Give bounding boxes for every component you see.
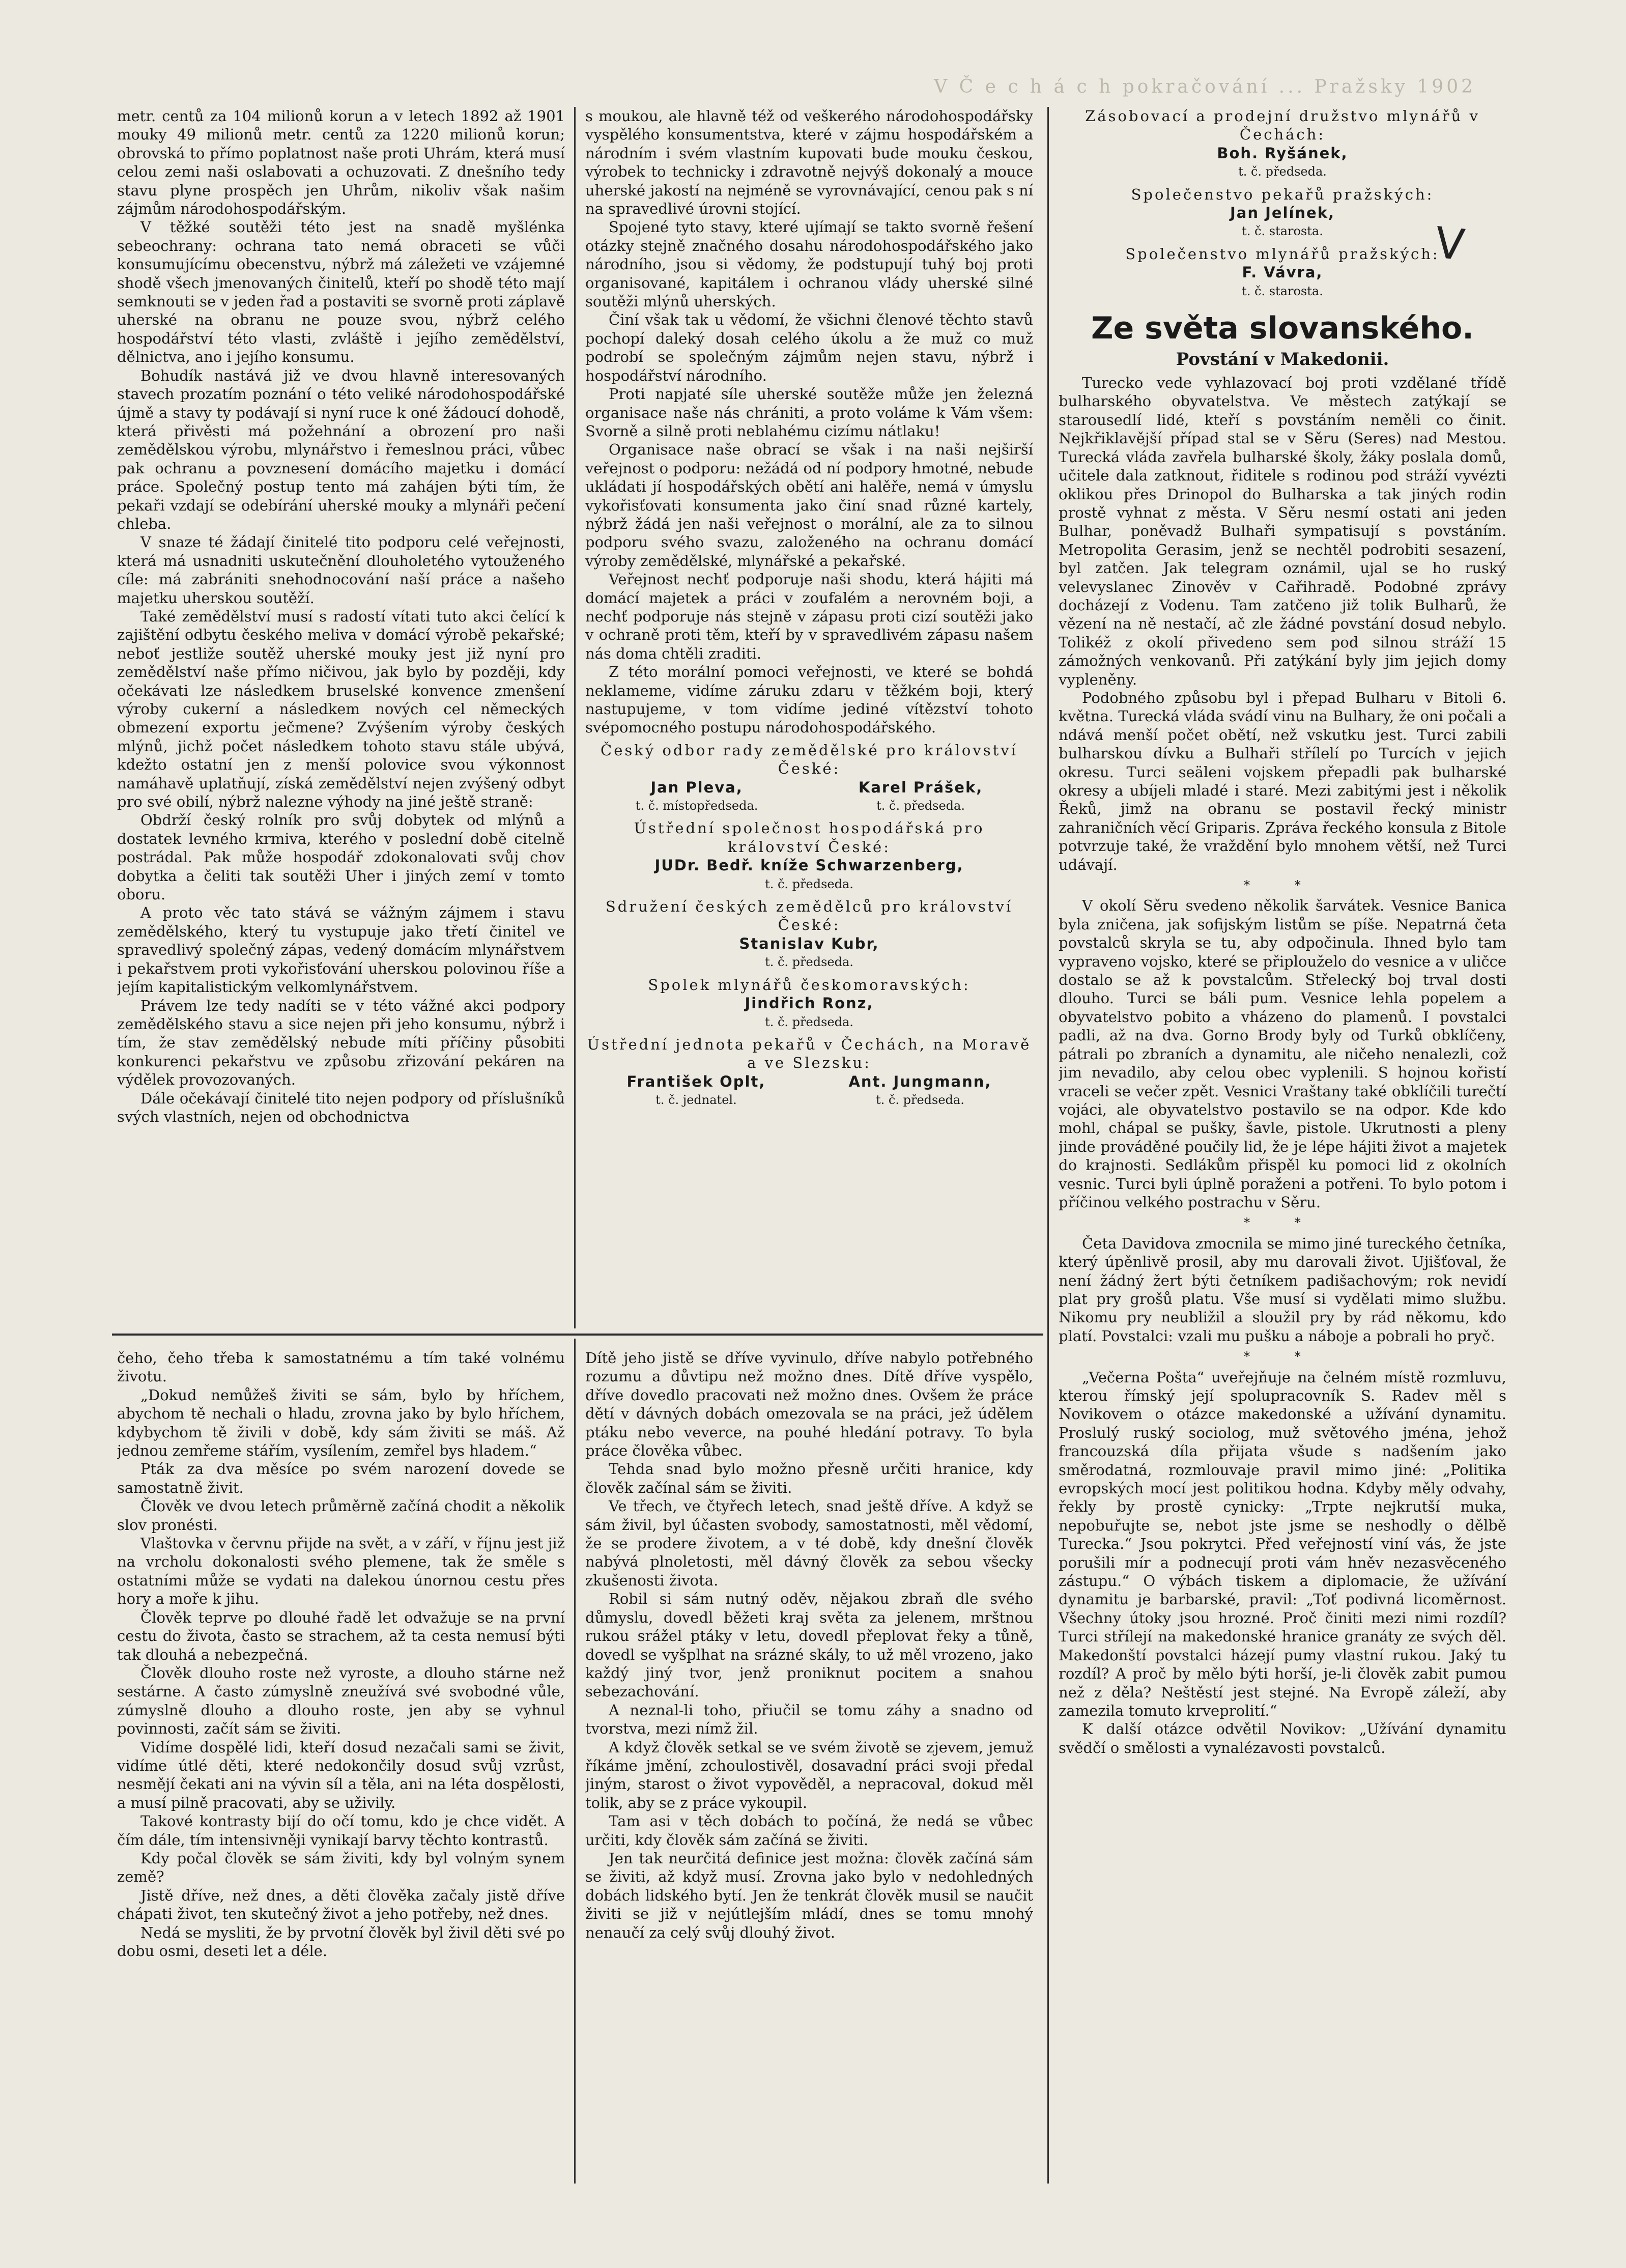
signature-name: F. Vávra, — [1242, 264, 1323, 281]
signature-block-3 — [585, 897, 1033, 972]
column-rule-2 — [1047, 107, 1049, 2184]
signature-name: Stanislav Kubr, — [739, 934, 879, 952]
signature-role: t. č. předseda. — [876, 1093, 964, 1108]
feuilleton-paragraph: Dítě jeho jistě se dříve vyvinulo, dříve nabylo potřebného rozumu a důvtipu než možno dnes. Dítě dříve vyspělo, dříve dovedlo pracovati než možno dnes. Ovšem že práce dětí v dávných dobách omezovala se na práci, jež údělem ptáku nebo veverce, na pouhé hledání potravy. To byla práce člověka vůbec. — [585, 1349, 1033, 1460]
feuilleton-paragraph: Kdy počal člověk se sám živiti, kdy byl volným synem země? — [117, 1849, 565, 1886]
signature-block-6 — [1059, 107, 1506, 181]
col2-paragraph-6: Veřejnost nechť podporuje naši shodu, která hájiti má domácí majetek a práci v zoufalém a nerovném boji, a nechť podporuje nás stejně v zápasu proti cizí soutěži jako v ochraně proti těm, kteří by v spravedlivém zápasu našem nás doma chtěli zraditi. — [585, 571, 1033, 662]
section-headline: Ze světa slovanského. — [1091, 310, 1474, 347]
signature-name: JUDr. Bedř. kníže Schwarzenberg, — [654, 857, 964, 874]
column-rule-bottom — [574, 1339, 576, 2184]
section-rule — [112, 1334, 1043, 1336]
col3-paragraph-6: K další otázce odvětil Novikov: „Užívání dynamitu svědčí o smělosti a vynalézavosti povstalců. — [1059, 1720, 1506, 1756]
col2-paragraph-4: Proti napjaté síle uherské soutěže může jen železná organisace naše nás chrániti, a proto voláme k Vám všem: Svorně a silně proti neblahému cizímu nátlaku! — [585, 385, 1033, 440]
col2-paragraph-2: Spojené tyto stavy, které ujímají se takto svorně řešení otázky stejně značného dosahu národohospodářského jako národního, jsou si vědomy, že podstupují tuhý boj proti organisované, kapitálem i ochranou vlády uherské silné soutěži mlýnů uherských. — [585, 218, 1033, 310]
signature-name: Jan Pleva, — [650, 778, 743, 796]
col2-paragraph-5: Organisace naše obrací se však i na naši nejširší veřejnost o podporu: nežádá od ní podpory hmotné, nebude ukládati jí hospodářských obětí ani halěře, nemá v úmyslu vykořisťovati konsumenta jako činí snad různé kartely, nýbrž žádá jen naši veřejnost o morální, ale za to silnou podporu svého svazu, založeného na ochranu domácí výroby zemědělské, mlynářské a pekařské. — [585, 441, 1033, 570]
article-column-1 — [117, 107, 565, 1318]
feuilleton-paragraph: Jen tak neurčitá definice jest možna: člověk začíná sám se živiti, až když musí. Zrovna jako bylo v nedohledných dobách lidského bytí. Jen že tenkrát člověk musil se naučit živiti se již v nejútlejším mládí, dnes se tomu mnohý nenaučí za celý svůj dlouhý život. — [585, 1849, 1033, 1941]
column-rule-1 — [574, 107, 576, 1328]
signature-name: Jan Jelínek, — [1230, 204, 1335, 222]
signature-name: František Oplt, — [626, 1072, 766, 1090]
feuilleton-paragraph: Člověk teprve po dlouhé řadě let odvažuje se na první cestu do života, často se strachem, až ta cesta nemusí býti tak dlouhá a nebezpečná. — [117, 1608, 565, 1663]
signature-org: Český odbor rady zemědělské pro království České: — [601, 741, 1018, 778]
feuilleton-column-1 — [117, 1349, 565, 2184]
feuilleton-paragraph: A neznal-li toho, přiučil se tomu záhy a snadno od tvorstva, mezi nímž žil. — [585, 1701, 1033, 1738]
feuilleton-paragraph: Jistě dříve, než dnes, a děti člověka začaly jistě dříve chápati život, ten skutečný život a jeho potřeby, než dnes. — [117, 1886, 565, 1923]
col3-paragraph-4: Četa Davidova zmocnila se mimo jiné tureckého četníka, který úpěnlivě prosil, aby mu darovali život. Ujišťoval, že není žádný žert býti četníkem padišachovým; rok nevidí plat pry grošů platu. Vše musí si vydělati mimo službu. Nikomu pry neubližil a sloužil pry by rád někomu, kdo platí. Povstalci: vzali mu pušku a náboje a pobrali ho pryč. — [1059, 1234, 1506, 1345]
feuilleton-paragraph: Nedá se mysliti, že by prvotní člověk byl živil děti své po dobu osmi, deseti let a déle. — [117, 1923, 565, 1960]
col3-paragraph-5: „Večerna Pošta“ uveřejňuje na čelném místě rozmluvu, kterou římský její spolupracovník S. Radev měl s Novikovem o otázce makedonské a užívání dynamitu. Proslulý ruský sociolog, muž světového jména, jehož francouzská díla přijata všude s nadšením jako směrodatná, rozmlouvaje pravil mimo jiné: „Politika evropských mocí jest politikou hodna. Kdyby měly odvahy, řekly by prostě cynicky: „Trpte nejkrutší muka, nepobuřujte se, nebot jste jsme se neshodly o dělbě Turecka.“ Jsou pokrytci. Před veřejností viní vás, že jste porušili mír a podnecují proti vám hněv nezasvěceného zástupu.“ O výbách tiskem a diplomacie, že užívání dynamitu je barbarské, pravil: „Toť podivná licoměrnost. Všechny útoky jsou hrozné. Proč činiti mezi nimi rozdíl? Turci střílejí na makedonské hranice granáty ze svých děl. Makedonští povstalci házejí pumy vlastní rukou. Jaký tu rozdíl? A proč by mělo býti horší, je-li člověk zabit pumou než z děla? Neštěstí jest stejné. Na Evropě záleží, aby zamezila tomuto krveprolití.“ — [1059, 1368, 1506, 1719]
feuilleton-paragraph: Člověk ve dvou letech průměrně začíná chodit a několik slov pronésti. — [117, 1497, 565, 1534]
signature-role: t. č. předseda. — [765, 955, 853, 970]
col1-paragraph-7: A proto věc tato stává se vážným zájmem i stavu zemědělského, který tu vystupuje jako třetí činitel ve spravedlivý společný zápas, vedený domácím mlynářstvem i pekařstvem proti vykořisťování uherskou polovinou říše a jejím kapitalistickým velkomlynářstvem. — [117, 904, 565, 996]
signature-block-5 — [585, 1035, 1033, 1110]
col1-paragraph-6: Obdrží český rolník pro svůj dobytek od mlýnů a dostatek levného krmiva, kterého v poslední době citelně postrádal. Pak může hospodář zdokonalovati svůj chov dobytka a čeliti tak soutěži Uher i jiných zemí v tomto oboru. — [117, 811, 565, 903]
signature-role: t. č. starosta. — [1242, 284, 1323, 298]
col2-paragraph-3: Činí však tak u vědomí, že všichni členové těchto stavů pochopí daleký dosah celého úkolu a že muž co muž podrobí se společným zájmům nejen stavu, nýbrž i hospodářství národního. — [585, 311, 1033, 384]
feuilleton-paragraph: čeho, čeho třeba k samostatnému a tím také volnému životu. — [117, 1349, 565, 1385]
col1-paragraph-8: Právem lze tedy nadíti se v této vážné akci podpory zemědělského stavu a sice nejen při jeho konsumu, nýbrž i tím, že stav zemědělský nebude míti příčiny působiti konkurenci pekařstvu ve způsobu zřizování pekáren na výdělek provozovaných. — [117, 997, 565, 1089]
signature-block-1 — [585, 741, 1033, 815]
faint-header-bleed: V Č e c h á c h pokračování ... Pražsky 1902 — [934, 76, 1476, 97]
signature-org: Spolek mlynářů českomoravských: — [648, 976, 971, 994]
article-column-2 — [585, 107, 1033, 1318]
feuilleton-paragraph: Člověk dlouho roste než vyroste, a dlouho stárne než sestárne. A často zúmyslně zneužívá své svobodné vůle, zúmyslně dlouho a dlouho roste, jen aby se vyhnul povinnosti, začít sám se živiti. — [117, 1664, 565, 1738]
article-column-3 — [1059, 107, 1506, 2184]
col1-paragraph-2: V těžké soutěži této jest na snadě myšlénka sebeochrany: ochrana tato nemá obraceti se vůči konsumujícímu obecenstvu, nýbrž má záležeti ve vzájemné shodě všech jmenovaných činitelů, kteří po shodě této mají semknouti se v jeden řad a postaviti se svorně proti záplavě uherské na obranu ne pouze svou, nýbrž celého hospodářství této vlasti, zvláště i jejího zemědělství, dělnictva, ano i jejího konsumu. — [117, 218, 565, 366]
signature-org: Ústřední jednota pekařů v Čechách, na Moravě a ve Slezsku: — [587, 1035, 1032, 1072]
feuilleton-paragraph: Tam asi v těch dobách to počíná, že nedá se vůbec určiti, kdy člověk sám začíná se živiti. — [585, 1812, 1033, 1849]
col3-paragraph-3: V okolí Sěru svedeno několik šarvátek. Vesnice Banica byla zničena, jak sofijským listům se píše. Nepatrná četa povstalců skryla se tu, aby odpočinula. Ihned bylo tam vypraveno vojsko, které se připlouželo do vesnice a v uličce dostalo se až k povstalcům. Střelecký boj trval dosti dlouho. Turci se báli pum. Vesnice lehla popelem a obyvatelstvo pobito a vházeno do plamenů. I povstalci padli, až na dva. Gorno Brody byly od Turků obklíčeny, pátrali po zbraních a dynamitu, ale ničeho nenalezli, což jim nevadilo, aby celou obec vyplenili. S hojnou kořistí vraceli se večer zpět. Vesnici Vraštany také obklíčili turečtí vojáci, ale obyvatelstvo postavilo se na odpor. Kde kdo mohl, chápal se pušky, šavle, pistole. Ukrutnosti a pleny jinde prováděné poučily lid, že je lépe hájiti život a majetek do krajnosti. Sedlákům přispěl ku pomoci lid z okolních vesnic. Turci byli úplně poraženi a potřeni. To bylo potom i příčinou velkého postrachu v Sěru. — [1059, 897, 1506, 1211]
col2-paragraph-7: Z této morální pomoci veřejnosti, ve které se bohdá neklameme, vidíme záruku zdaru v těžkém boji, který nastupujeme, v tom vidíme jediné vítězství tohoto svépomocného postupu národohospodářského. — [585, 663, 1033, 736]
feuilleton-paragraph: Takové kontrasty bijí do očí tomu, kdo je chce vidět. A čím dále, tím intensivněji vynikají barvy těchto kontrastů. — [117, 1812, 565, 1849]
col1-paragraph-3: Bohudík nastává již ve dvou hlavně interesovaných stavech prozatím poznání o této veliké národohospodářské újmě a stavy ty podávají si nyní ruce k oné žádoucí dohodě, která přivěsti má požehnání a obrození pro naši zemědělskou výrobu, mlynářstvo i řemeslnou práci, vůbec pak ochranu a povznesení domácího majetku i domácí práce. Společný postup tento má zahájen býti tím, že pekaři vzdají se odebírání uherské mouky a mlynáři pečení chleba. — [117, 366, 565, 532]
col1-paragraph-1: metr. centů za 104 milionů korun a v letech 1892 až 1901 mouky 49 milionů metr. centů za 1220 milionů korun; obrovská to přímo poplatnost naše proti Uhrám, která musí celou zemi naši oslabovati a ochuzovati. Z dnešního tedy stavu plyne prospěch jen Uhrům, nikoliv však našim zájmům národohospodářským. — [117, 107, 565, 218]
feuilleton-column-2 — [585, 1349, 1033, 2184]
feuilleton-paragraph: Vlaštovka v červnu přijde na svět, a v září, v říjnu jest již na vrcholu dokonalosti svého plemene, tak že směle s ostatními může se vydati na dalekou únornou cestu přes hory a moře k jihu. — [117, 1535, 565, 1608]
pencil-check-mark: V — [1433, 217, 1467, 270]
signature-block-2 — [585, 819, 1033, 893]
article-subheading: Povstání v Makedonii. — [1176, 349, 1389, 370]
separator-stars: * * — [1244, 1215, 1321, 1230]
signature-role: t. č. předseda. — [1238, 164, 1327, 179]
signature-block-4 — [585, 976, 1033, 1031]
signature-role: t. č. předseda. — [876, 799, 965, 813]
signature-org: Společenstvo pekařů pražských: — [1131, 185, 1434, 203]
signature-name: Jindřich Ronz, — [745, 995, 874, 1012]
signature-name: Karel Prášek, — [858, 778, 983, 796]
feuilleton-paragraph: „Dokud nemůžeš živiti se sám, bylo by hříchem, abychom tě nechali o hladu, zrovna jako by bylo hříchem, kdybychom tě živili v době, kdy sám živiti se máš. Až jednou zemřeme stářím, vysílením, zemřel bys hladem.“ — [117, 1386, 565, 1460]
signature-org: Sdružení českých zemědělců pro království České: — [605, 898, 1013, 934]
feuilleton-paragraph: Robil si sám nutný oděv, nějakou zbraň dle svého důmyslu, dovedl běžeti kraj světa za jelenem, mrštnou rukou srážel ptáky v letu, dovedl přeplovat řeky a tůně, dovedl se vyšplhat na srázné skály, to už měl vrozeno, jako každý jiný tvor, jenž proniknut pocitem a snahou sebezachování. — [585, 1590, 1033, 1700]
col1-paragraph-9: Dále očekávají činitelé tito nejen podpory od příslušníků svých vlastních, nejen od obchodnictva — [117, 1089, 565, 1125]
newspaper-page — [102, 107, 1506, 2184]
feuilleton-paragraph: Tehda snad bylo možno přesně určiti hranice, kdy člověk začínal sám se živiti. — [585, 1460, 1033, 1496]
signature-name: Boh. Ryšánek, — [1217, 144, 1348, 162]
signature-org: Zásobovací a prodejní družstvo mlynářů v Čechách: — [1085, 107, 1480, 144]
signature-name: Ant. Jungmann, — [848, 1072, 992, 1090]
signature-role: t. č. předseda. — [765, 876, 853, 891]
feuilleton-paragraph: Vidíme dospělé lidi, kteří dosud nezačali sami se živit, vidíme útlé děti, které nedokončily dosud svůj vzrůst, nesmějí čekati ani na vývin síl a těla, ani na léta dospělosti, a musí pilně pracovati, aby se uživily. — [117, 1738, 565, 1811]
col1-paragraph-4: V snaze té žádají činitelé tito podporu celé veřejnosti, která má usnadniti uskutečnění dlouholetého vytouženého cíle: má zabrániti snehodnocování naší práce a našeho majetku uherskou soutěží. — [117, 533, 565, 607]
feuilleton-paragraph: Ve třech, ve čtyřech letech, snad ještě dříve. A když se sám živil, byl účasten svobody, samostatnosti, měl vědomí, že se prodere životem, a v té době, kdy dnešní člověk nabývá plnoletosti, měl dávný člověk za sebou všecky zkušenosti života. — [585, 1497, 1033, 1589]
signature-role: t. č. místopředseda. — [635, 799, 758, 813]
feuilleton-paragraph: A když člověk setkal se ve svém životě se zjevem, jemuž říkáme jmění, zchoulostivěl, dosavadní práci svoji předal jiným, starost o život vypověděl, a nepracoval, dokud měl tolik, aby se z práce vykoupil. — [585, 1738, 1033, 1811]
feuilleton-paragraph: Pták za dva měsíce po svém narození dovede se samostatně živit. — [117, 1460, 565, 1496]
signature-org: Společenstvo mlynářů pražských: — [1125, 245, 1440, 263]
col1-paragraph-5: Také zemědělství musí s radostí vítati tuto akci čelící k zajištění odbytu českého meliva v domácí výrobě pekařské; neboť jestliže soutěž uherské mouky jest již nyní pro zemědělství naše přímo ničivou, jak bylo by později, kdy očekávati lze následkem bruselské konvence zmenšení výroby cukerní a následkem nových cel německých obmezení exportu ječmene? Zvýšením výroby českých mlýnů, jichž počet následkem tohoto stavu stále ubývá, kdežto ostatní jen z menší polovice svou výkonnost namáhavě uplatňují, získá zemědělství nejen zvýšený odbyt pro své obilí, nýbrž nalezne výhody na jiné ještě straně: — [117, 607, 565, 811]
signature-org: Ústřední společnost hospodářská pro království České: — [634, 819, 985, 856]
signature-role: t. č. starosta. — [1242, 224, 1323, 239]
signature-role: t. č. předseda. — [765, 1014, 853, 1029]
separator-stars: * * — [1244, 878, 1321, 893]
signature-role: t. č. jednatel. — [655, 1093, 737, 1108]
col3-paragraph-2: Podobného způsobu byl i přepad Bulharu v Bitoli 6. května. Turecká vláda svádí vinu na Bulhary, že oni počali a ndává menší počet obětí, než vskutku jest. Turci zabili bulharskou dívku a Bulhaři střílelí po Turcích v jejich okresu. Turci seäleni vojskem přepadli pak bulharské okresy a ubíjeli mladé i staré. Mezi zabitými jest i několik Řeků, jimž na obranu se postavil řecký ministr zahraničních věcí Griparis. Zpráva řeckého konsula z Bitole potvrzuje také, že vraždění bylo mnohem větší, než Turci udávají. — [1059, 689, 1506, 873]
col2-paragraph-1: s moukou, ale hlavně též od veškerého národohospodářsky vyspělého konsumentstva, které v zájmu hospodářském a národním i svém vlastním kupovati bude mouku českou, výrobek to technicky i zdravotně nejvýš dokonalý a mouce uherské jakostí na nejméně se vyrovnávající, cenou pak s ní na spravedlivé úrovni stojící. — [585, 107, 1033, 218]
col3-paragraph-1: Turecko vede vyhlazovací boj proti vzdělané třídě bulharského obyvatelstva. Ve městech zatýkají se starousedlí lidé, kteří s povstáním neměli co činit. Nejkřiklavější případ stal se v Sěru (Seres) nad Mestou. Turecká vláda zavřela bulharské školy, žáky poslala domů, učitele dala zatknout, řiditele s rodinou pod stráží vyvézti oklikou přes Drinopol do Bulharska a tak jiných rodin prostě vyhnat z města. V Sěru nesmí ostati ani jeden Bulhar, poněvadž Bulhaři sympatisují s povstáním. Metropolita Gerasim, jenž se nechtěl podrobiti sesazení, byl zatčen. Jak telegram oznámil, ujal se ho ruský velevyslanec Zinověv v Cařihradě. Podobné zprávy docházejí z Vodenu. Tam zatčeno již tolik Bulharů, že vězení na ně nestačí, ač zle žádné povstání dosud nebylo. Tolikéž z okolí přivedeno sem pod silnou stráží 15 zámožných venkovanů. Při zatýkání byly jim jejich domy vypleněny. — [1059, 374, 1506, 688]
separator-stars: * * — [1244, 1349, 1321, 1364]
